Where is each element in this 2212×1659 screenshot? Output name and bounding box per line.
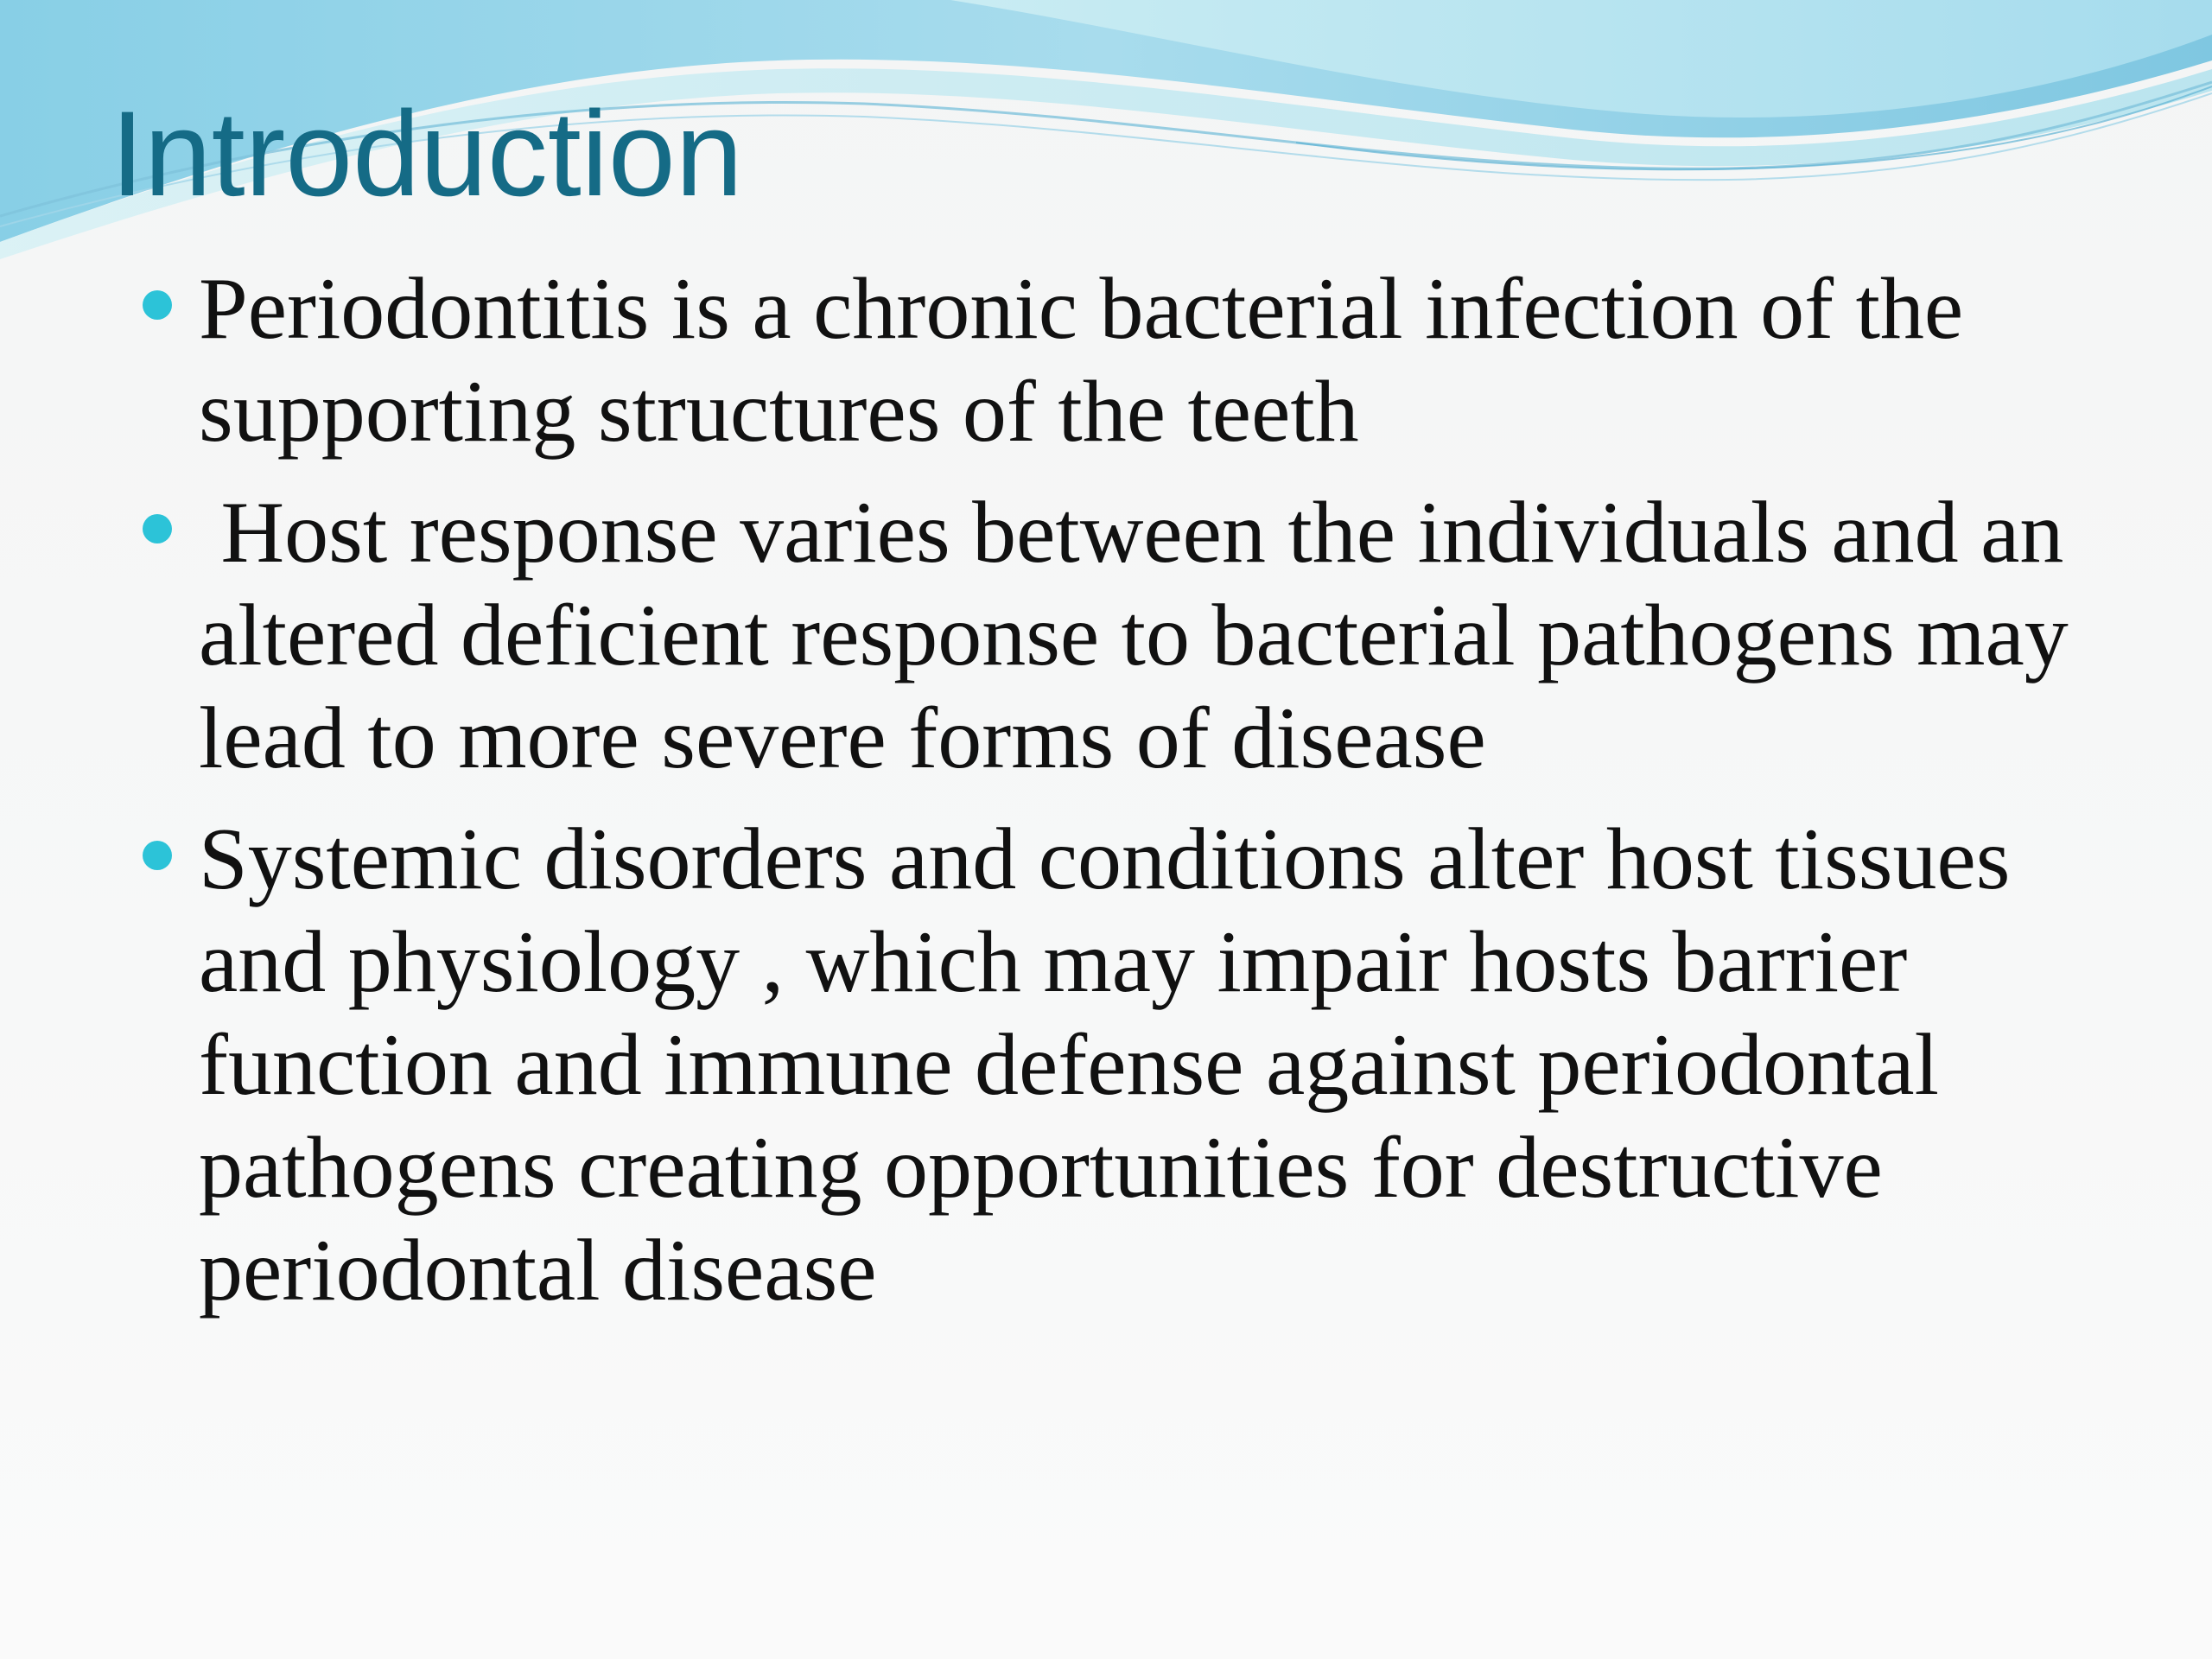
bullet-text: Host response varies between the individuals and an altered deficient response to bacterial pathogens may lead to more severe forms of disease (199, 484, 2091, 787)
bullet-text: Periodontitis is a chronic bacterial infection of the supporting structures of the teeth (199, 260, 1964, 461)
bullet-list (0, 257, 2212, 1340)
bullet-text: Systemic disorders and conditions alter host tissues and physiology , which may impair hosts barrier function and immune defense against periodontal pathogens creating opportunities for destructive periodontal disease (199, 810, 2011, 1319)
circle-bullet-icon (143, 841, 172, 870)
bullet-item (0, 808, 2212, 1322)
circle-bullet-icon (143, 514, 172, 543)
bullet-item (0, 257, 2212, 463)
slide-title: Introduction (111, 86, 743, 221)
bullet-item (0, 481, 2212, 790)
circle-bullet-icon (143, 290, 172, 320)
